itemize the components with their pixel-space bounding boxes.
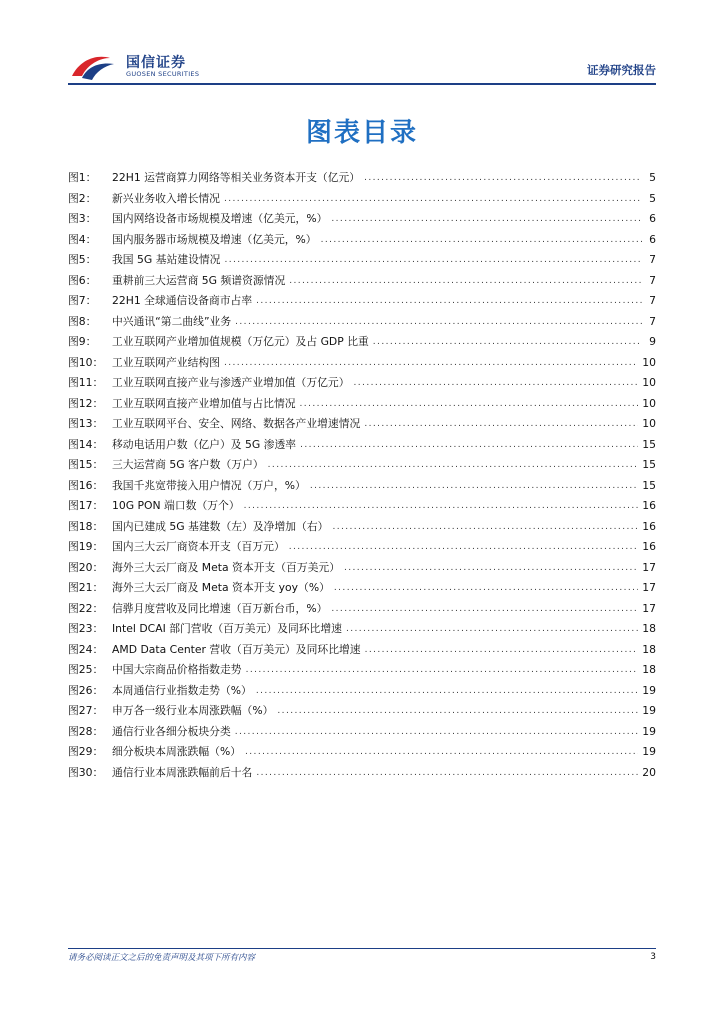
toc-entry[interactable] (68, 619, 656, 640)
toc-entry-title[interactable]: 三大运营商 5G 客户数（万户） (112, 458, 264, 471)
toc-entry-page[interactable]: 10 (642, 355, 656, 369)
toc-entry-number: 图14： (68, 437, 104, 451)
toc-entry-title[interactable]: 新兴业务收入增长情况 (112, 191, 220, 205)
toc-entry-title[interactable]: 工业互联网平台、安全、网络、数据各产业增速情况 (112, 417, 361, 430)
toc-entry-title[interactable]: 重耕前三大运营商 5G 频谱资源情况 (112, 273, 286, 287)
toc-entry-title[interactable]: 我国 5G 基站建设情况 (112, 253, 221, 266)
toc-entry-page[interactable]: 10 (642, 396, 656, 410)
footer-disclaimer: 请务必阅读正文之后的免责声明及其项下所有内容 (68, 953, 256, 963)
toc-entry-page[interactable]: 5 (649, 191, 656, 205)
toc-entry-number: 图26： (68, 683, 104, 697)
toc-entry-number: 图10： (68, 355, 104, 369)
toc-entry[interactable] (68, 435, 656, 456)
toc-entry-page[interactable]: 7 (649, 294, 656, 307)
toc-dot-leader (289, 271, 642, 292)
toc-entry-title[interactable]: 通信行业各细分板块分类 (112, 724, 231, 738)
page-number: 3 (650, 952, 656, 962)
toc-dot-leader (224, 250, 642, 271)
toc-entry[interactable] (68, 230, 656, 251)
toc-entry[interactable] (68, 209, 656, 230)
toc-entry-title[interactable]: 我国千兆宽带接入用户情况（万户，%） (112, 478, 306, 492)
toc-dot-leader (365, 640, 639, 661)
toc-entry-title[interactable]: AMD Data Center 营收（百万美元）及同环比增速 (112, 642, 361, 656)
toc-entry-number: 图19： (68, 540, 104, 553)
toc-dot-leader (268, 455, 639, 476)
toc-entry-number: 图3： (68, 212, 97, 225)
toc-entry-number: 图8： (68, 314, 97, 328)
toc-dot-leader (373, 332, 642, 353)
toc-entry-title[interactable]: 22H1 全球通信设备商市占率 (112, 294, 253, 307)
toc-entry-number: 图30： (68, 765, 104, 779)
toc-title: 图表目录 (305, 118, 418, 148)
toc-entry-title[interactable]: 信骅月度营收及同比增速（百万新台币，%） (112, 601, 328, 615)
toc-entry-page[interactable]: 19 (642, 724, 656, 738)
toc-dot-leader (310, 476, 638, 497)
footer-divider (68, 948, 656, 949)
toc-entry-number: 图25： (68, 663, 104, 676)
toc-entry[interactable] (68, 476, 656, 497)
toc-dot-leader (256, 763, 638, 784)
toc-dot-leader (344, 558, 638, 579)
toc-entry[interactable] (68, 332, 656, 353)
toc-entry-title[interactable]: 中国大宗商品价格指数走势 (112, 663, 242, 676)
toc-entry-page[interactable]: 16 (642, 499, 656, 512)
toc-dot-leader (235, 722, 638, 743)
toc-entry-number: 图23： (68, 622, 104, 635)
toc-entry-title[interactable]: 10G PON 端口数（万个） (112, 499, 240, 512)
toc-entry-title[interactable]: 22H1 运营商算力网络等相关业务资本开支（亿元） (112, 171, 361, 184)
toc-entry[interactable] (68, 189, 656, 210)
toc-entry-page[interactable]: 19 (642, 683, 656, 697)
toc-entry-page[interactable]: 6 (649, 232, 656, 246)
toc-entry-page[interactable]: 17 (642, 560, 656, 574)
toc-entry-page[interactable]: 15 (642, 437, 656, 451)
toc-entry[interactable] (68, 517, 656, 538)
toc-entry[interactable] (68, 578, 656, 599)
toc-entry-title[interactable]: 申万各一级行业本周涨跌幅（%） (112, 704, 274, 717)
toc-entry[interactable] (68, 168, 656, 189)
toc-entry-page[interactable]: 19 (642, 704, 656, 717)
toc-entry-title[interactable]: 工业互联网产业结构图 (112, 355, 220, 369)
toc-entry[interactable] (68, 271, 656, 292)
toc-entry[interactable] (68, 414, 656, 435)
toc-entry-title[interactable]: 工业互联网直接产业增加值与占比情况 (112, 396, 296, 410)
toc-entry-title[interactable]: 中兴通讯“第二曲线”业务 (112, 314, 232, 328)
toc-dot-leader (331, 209, 642, 230)
toc-entry-page[interactable]: 20 (642, 765, 656, 779)
guosen-logo-icon (70, 52, 130, 82)
header-divider (68, 83, 656, 85)
toc-entry-title[interactable]: 海外三大云厂商及 Meta 资本开支（百万美元） (112, 560, 341, 574)
toc-dot-leader (245, 742, 638, 763)
toc-entry-page[interactable]: 18 (642, 622, 656, 635)
toc-dot-leader (354, 373, 639, 394)
toc-entry-page[interactable]: 10 (642, 417, 656, 430)
toc-entry-page[interactable]: 17 (642, 581, 656, 594)
toc-entry-page[interactable]: 16 (642, 519, 656, 533)
toc-entry[interactable] (68, 640, 656, 661)
toc-dot-leader (334, 578, 638, 599)
toc-entry[interactable] (68, 353, 656, 374)
toc-entry-title[interactable]: 本周通信行业指数走势（%） (112, 683, 252, 697)
toc-entry[interactable] (68, 394, 656, 415)
brand-subtitle: GUOSEN SECURITIES (126, 70, 200, 78)
toc-entry-page[interactable]: 7 (649, 253, 656, 266)
toc-entry-number: 图1： (68, 171, 97, 184)
toc-entry[interactable] (68, 312, 656, 333)
toc-dot-leader (364, 414, 638, 435)
toc-entry-number: 图12： (68, 396, 104, 410)
toc-entry-number: 图4： (68, 232, 97, 246)
toc-entry[interactable] (68, 701, 656, 722)
brand-name: 国信证券 (126, 55, 186, 71)
toc-entry[interactable] (68, 496, 656, 517)
toc-entry-title[interactable]: 通信行业本周涨跌幅前后十名 (112, 765, 253, 779)
toc-entry-page[interactable]: 15 (642, 478, 656, 492)
toc-entry-number: 图18： (68, 519, 104, 533)
toc-entry-number: 图6： (68, 273, 97, 287)
toc-entry-page[interactable]: 7 (649, 273, 656, 287)
toc-entry-number: 图5： (68, 253, 97, 266)
toc-list (68, 168, 656, 783)
toc-entry[interactable] (68, 373, 656, 394)
toc-dot-leader (235, 312, 642, 333)
toc-entry[interactable] (68, 455, 656, 476)
toc-entry-number: 图7： (68, 294, 97, 307)
toc-entry-page[interactable]: 15 (642, 458, 656, 471)
toc-entry-number: 图9： (68, 335, 97, 348)
toc-entry[interactable] (68, 558, 656, 579)
toc-entry-title[interactable]: 工业互联网产业增加值规模（万亿元）及占 GDP 比重 (112, 335, 369, 348)
toc-entry-number: 图17： (68, 499, 104, 512)
toc-dot-leader (256, 681, 638, 702)
toc-entry-page[interactable]: 10 (642, 376, 656, 389)
toc-entry-page[interactable]: 17 (642, 601, 656, 615)
toc-dot-leader (331, 599, 638, 620)
toc-entry-page[interactable]: 18 (642, 642, 656, 656)
toc-dot-leader (321, 230, 642, 251)
toc-entry[interactable] (68, 742, 656, 763)
toc-dot-leader (289, 537, 639, 558)
toc-dot-leader (332, 517, 638, 538)
toc-entry-title[interactable]: 国内已建成 5G 基建数（左）及净增加（右） (112, 519, 329, 533)
toc-entry-number: 图20： (68, 560, 104, 574)
toc-entry-title[interactable]: 国内服务器市场规模及增速（亿美元，%） (112, 232, 317, 246)
toc-dot-leader (300, 435, 638, 456)
toc-entry-page[interactable]: 9 (649, 335, 656, 348)
toc-entry-number: 图29： (68, 745, 104, 758)
toc-entry-number: 图21： (68, 581, 104, 594)
toc-entry-title[interactable]: 国内网络设备市场规模及增速（亿美元，%） (112, 212, 328, 225)
toc-entry[interactable] (68, 599, 656, 620)
toc-entry-title[interactable]: 海外三大云厂商及 Meta 资本开支 yoy（%） (112, 581, 330, 594)
toc-entry-page[interactable]: 16 (642, 540, 656, 553)
toc-dot-leader (246, 660, 639, 681)
toc-entry[interactable] (68, 537, 656, 558)
toc-entry-number: 图15： (68, 458, 104, 471)
toc-dot-leader (300, 394, 639, 415)
toc-entry-title[interactable]: 移动电话用户数（亿户）及 5G 渗透率 (112, 437, 297, 451)
toc-entry[interactable] (68, 722, 656, 743)
toc-entry-page[interactable]: 19 (642, 745, 656, 758)
toc-entry[interactable] (68, 660, 656, 681)
toc-entry-page[interactable]: 18 (642, 663, 656, 676)
toc-dot-leader (224, 189, 642, 210)
toc-dot-leader (346, 619, 638, 640)
page-header (68, 48, 656, 86)
toc-dot-leader (224, 353, 638, 374)
toc-entry-number: 图22： (68, 601, 104, 615)
toc-entry-page[interactable]: 7 (649, 314, 656, 328)
toc-entry[interactable] (68, 291, 656, 312)
toc-entry-number: 图28： (68, 724, 104, 738)
toc-dot-leader (244, 496, 639, 517)
toc-entry-number: 图16： (68, 478, 104, 492)
toc-entry-number: 图13： (68, 417, 104, 430)
toc-dot-leader (277, 701, 638, 722)
toc-dot-leader (364, 168, 642, 189)
toc-entry-title[interactable]: 工业互联网直接产业与渗透产业增加值（万亿元） (112, 376, 350, 389)
toc-entry-number: 图2： (68, 191, 97, 205)
toc-entry-number: 图24： (68, 642, 104, 656)
toc-entry-title[interactable]: 细分板块本周涨跌幅（%） (112, 745, 242, 758)
toc-entry-page[interactable]: 5 (649, 171, 656, 184)
report-type-label: 证券研究报告 (587, 63, 656, 77)
toc-entry[interactable] (68, 250, 656, 271)
toc-entry-title[interactable]: 国内三大云厂商资本开支（百万元） (112, 540, 285, 553)
toc-entry[interactable] (68, 763, 656, 784)
toc-entry-title[interactable]: Intel DCAI 部门营收（百万美元）及同环比增速 (112, 622, 342, 635)
toc-entry[interactable] (68, 681, 656, 702)
toc-entry-page[interactable]: 6 (649, 212, 656, 225)
toc-dot-leader (256, 291, 642, 312)
toc-entry-number: 图27： (68, 704, 104, 717)
toc-entry-number: 图11： (68, 376, 104, 389)
